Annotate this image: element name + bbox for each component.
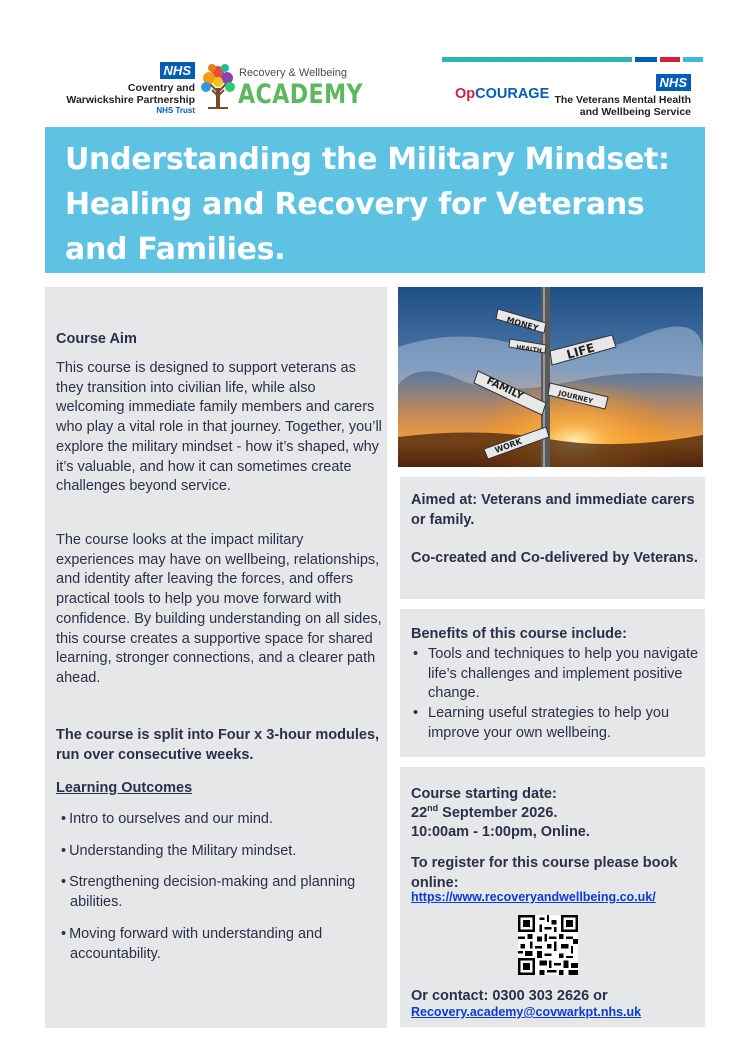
nhs-badge: NHS: [160, 62, 195, 79]
opcourage-op: Op: [455, 86, 476, 102]
email-link[interactable]: Recovery.academy@covwarkpt.nhs.uk: [411, 1005, 642, 1019]
list-item: • Tools and techniques to help you navigate life’s challenges and implement positive change.: [411, 645, 701, 704]
course-aim-heading: Course Aim: [56, 331, 137, 347]
signpost-illustration: [398, 287, 703, 467]
learning-outcomes-list: [60, 810, 382, 976]
list-item: • Strengthening decision-making and planning abilities.: [60, 873, 382, 912]
sign-money: MONEY: [505, 315, 540, 333]
academy-logo-line1: Recovery & Wellbeing: [239, 67, 348, 79]
stripe-light-blue: [683, 57, 703, 62]
co-created-text: Co-created and Co-delivered by Veterans.: [411, 550, 698, 566]
stripe-blue: [635, 57, 657, 62]
list-item: • Moving forward with understanding and accountability.: [60, 925, 382, 964]
trust-label: NHS Trust: [156, 106, 195, 115]
veterans-service-logo: [553, 74, 691, 118]
sign-life: LIFE: [564, 340, 597, 362]
audience-box: [400, 477, 705, 599]
list-item: • Learning useful strategies to help you improve your own wellbeing.: [411, 704, 701, 743]
register-instructions: To register for this course please book online:: [411, 855, 678, 891]
nhs-badge: NHS: [656, 74, 691, 91]
list-item: • Understanding the Military mindset.: [60, 842, 382, 862]
stripe-teal: [442, 57, 632, 62]
course-aim-paragraph-2: The course looks at the impact military experiences may have on wellbeing, relationships, and identity after leaving the forces, and offers practical tools to help you move forward with confidence. By building understanding on all sides, this course creates a supportive space for shared learning, stronger connections, and a clearer path ahead.: [56, 532, 382, 686]
service-name-line1: The Veterans Mental Health: [554, 94, 691, 106]
start-date: [411, 804, 701, 824]
stripe-red: [660, 57, 680, 62]
course-aim-paragraph-1: This course is designed to support veterans as they transition into civilian life, while also welcoming immediate family members and carers who play a vital role in that journey. Together, you’ll explore the military mindset - how it’s shaped, why it’s valuable, and how it can sometimes create challenges beyond service.: [56, 360, 382, 495]
register-link[interactable]: https://www.recoveryandwellbeing.co.uk/: [411, 890, 656, 904]
sign-family: FAMILY: [484, 375, 525, 403]
org-name-line2: Warwickshire Partnership: [66, 94, 195, 106]
signpost-photo: [398, 287, 703, 467]
modules-text: The course is split into Four x 3-hour modules, run over consecutive weeks.: [56, 727, 380, 763]
coventry-warwickshire-logo: [55, 62, 195, 116]
list-item: • Intro to ourselves and our mind.: [60, 810, 382, 830]
aimed-at-text: Aimed at: Veterans and immediate carers or family.: [411, 492, 695, 528]
contact-phone-text: Or contact: 0300 303 2626 or: [411, 988, 608, 1004]
benefits-heading: Benefits of this course include:: [411, 626, 627, 642]
opcourage-logo: [455, 86, 549, 102]
benefits-box: [400, 609, 705, 757]
service-name-line2: and Wellbeing Service: [579, 106, 691, 118]
course-time: 10:00am - 1:00pm, Online.: [411, 824, 590, 840]
org-name-line1: Coventry and: [127, 82, 195, 94]
sign-work: WORK: [493, 436, 523, 455]
qr-code[interactable]: [518, 915, 578, 975]
opcourage-courage: COURAGE: [475, 86, 550, 102]
recovery-wellbeing-academy-logo: [200, 62, 363, 112]
sign-journey: JOURNEY: [557, 389, 594, 406]
brand-stripe: [442, 57, 703, 62]
academy-logo-line2: ACADEMY: [238, 79, 363, 110]
start-day-suffix: nd: [427, 803, 439, 813]
tree-icon: [200, 62, 236, 110]
start-month-year: September 2026.: [438, 805, 558, 821]
start-date-label: Course starting date:: [411, 786, 557, 802]
page-title: Understanding the Military Mindset: Healing and Recovery for Veterans and Families.: [65, 142, 670, 267]
benefits-list: [411, 645, 701, 744]
title-banner: [45, 127, 705, 273]
course-description-panel: [45, 287, 387, 1028]
start-day: 22: [411, 805, 428, 821]
course-details-box: [400, 767, 705, 1027]
sign-health: HEALTH: [515, 344, 543, 355]
learning-outcomes-heading: Learning Outcomes: [56, 780, 193, 796]
